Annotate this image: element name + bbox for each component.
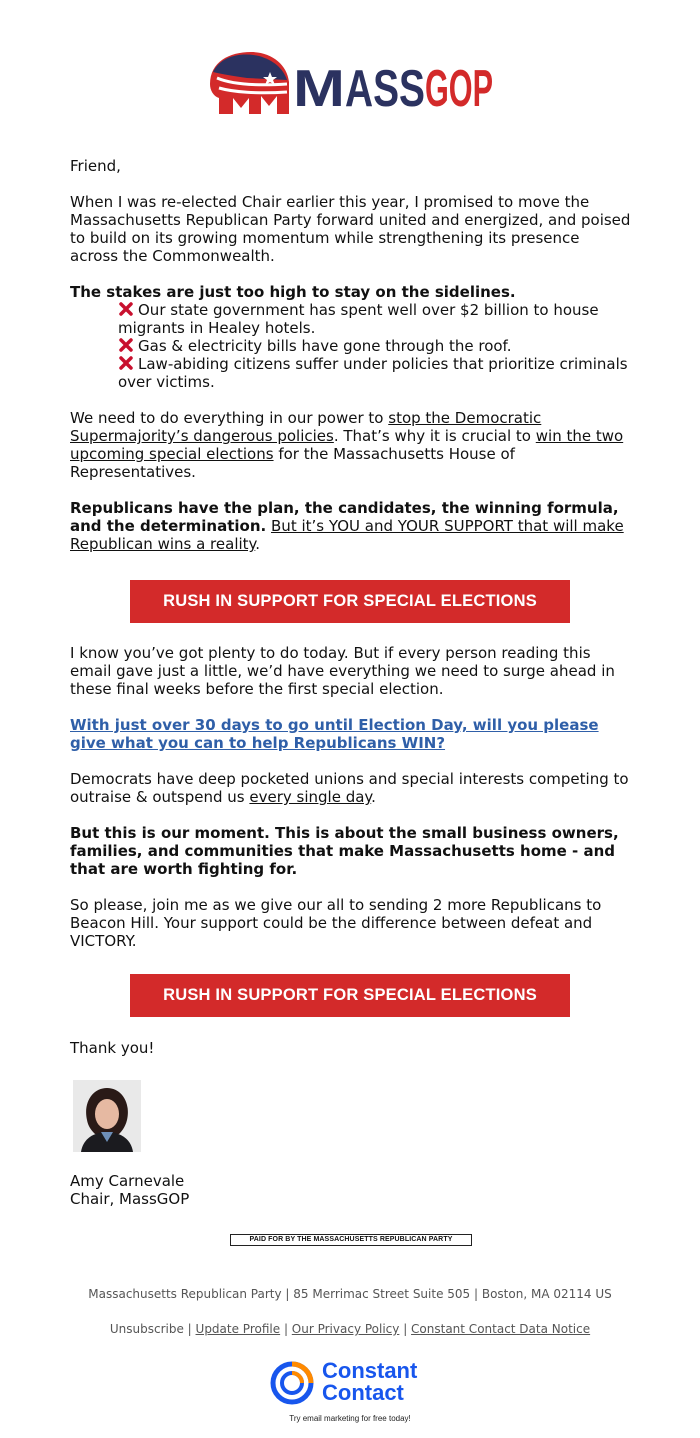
avatar	[73, 1080, 141, 1152]
constant-contact-wordmark[interactable]: Constant Contact	[322, 1358, 418, 1405]
unsubscribe-link[interactable]: Unsubscribe	[109, 1322, 184, 1336]
paragraph-democrats: Democrats have deep pocketed unions and special interests competing to outraise & outspend us every single day.	[70, 770, 629, 806]
link-your-support[interactable]: But it’s YOU and YOUR SUPPORT that will make Republican wins a reality	[70, 517, 624, 553]
donate-cta-button-2[interactable]: RUSH IN SUPPORT FOR SPECIAL ELECTIONS	[130, 974, 570, 1017]
list-item: Gas & electricity bills have gone through the roof.	[118, 337, 632, 355]
link-every-single-day[interactable]: every single day	[249, 788, 372, 806]
massgop-logo	[207, 48, 497, 118]
paragraph-ask: I know you’ve got plenty to do today. But if every person reading this email gave just a little, we’d have everything we need to surge ahead in these final weeks before the first special election.	[70, 644, 615, 698]
footer-links: Unsubscribe | Update Profile | Our Privacy Policy | Constant Contact Data Notice	[109, 1322, 591, 1336]
paragraph-moment: But this is our moment. This is about the small business owners, families, and communities that make Massachusetts home - and that are worth fighting for.	[70, 824, 619, 878]
cross-mark-icon	[118, 301, 134, 317]
cross-mark-icon	[118, 337, 134, 353]
svg-text:ASS: ASS	[345, 60, 425, 118]
stakes-heading: The stakes are just too high to stay on the sidelines.	[70, 283, 516, 301]
list-item: Our state government has spent well over $2 billion to house migrants in Healey hotels.	[118, 301, 599, 337]
footer-address: Massachusetts Republican Party | 85 Merrimac Street Suite 505 | Boston, MA 02114 US	[88, 1287, 612, 1301]
cross-mark-icon	[118, 355, 134, 371]
letter-body	[70, 157, 632, 553]
paragraph-beacon-hill: So please, join me as we give our all to sending 2 more Republicans to Beacon Hill. Your support could be the difference between defeat and VICTORY.	[70, 896, 602, 950]
data-notice-link[interactable]: Constant Contact Data Notice	[411, 1322, 591, 1336]
constant-contact-tagline[interactable]: Try email marketing for free today!	[289, 1414, 411, 1423]
signature-title: Chair, MassGOP	[70, 1190, 190, 1208]
thanks: Thank you!	[70, 1039, 155, 1057]
signature-name: Amy Carnevale	[70, 1172, 185, 1190]
svg-text:M: M	[293, 60, 345, 118]
paragraph-special-elections: We need to do everything in our power to stop the Democratic Supermajority’s dangerous policies. That’s why it is crucial to win the two upcoming special elections for the Massachusetts House of Representatives.	[70, 409, 624, 481]
privacy-policy-link[interactable]: Our Privacy Policy	[291, 1322, 400, 1336]
signature	[70, 1172, 632, 1208]
update-profile-link[interactable]: Update Profile	[195, 1322, 281, 1336]
paragraph-plan: Republicans have the plan, the candidates, the winning formula, and the determination. But it’s YOU and YOUR SUPPORT that will make Republican wins a reality.	[70, 499, 624, 553]
list-item: Law-abiding citizens suffer under policies that prioritize criminals over victims.	[118, 355, 628, 391]
link-stop-supermajority[interactable]: stop the Democratic Supermajority’s dangerous policies	[70, 409, 542, 445]
svg-text:GOP: GOP	[425, 60, 493, 118]
letter-body-2	[70, 644, 632, 950]
paragraph-intro: When I was re-elected Chair earlier this year, I promised to move the Massachusetts Republican Party forward united and energized, and poised to build on its growing momentum while strengthening its presence across the Commonwealth.	[70, 193, 631, 265]
stakes-list	[118, 301, 632, 391]
greeting: Friend,	[70, 157, 121, 175]
donate-cta-button[interactable]: RUSH IN SUPPORT FOR SPECIAL ELECTIONS	[130, 580, 570, 623]
paid-for-disclaimer: PAID FOR BY THE MASSACHUSETTS REPUBLICAN PARTY	[230, 1234, 472, 1246]
donate-text-link[interactable]: With just over 30 days to go until Election Day, will you please give what you can to help Republicans WIN?	[70, 716, 599, 752]
link-win-special-elections[interactable]: win the two upcoming special elections	[70, 427, 624, 463]
